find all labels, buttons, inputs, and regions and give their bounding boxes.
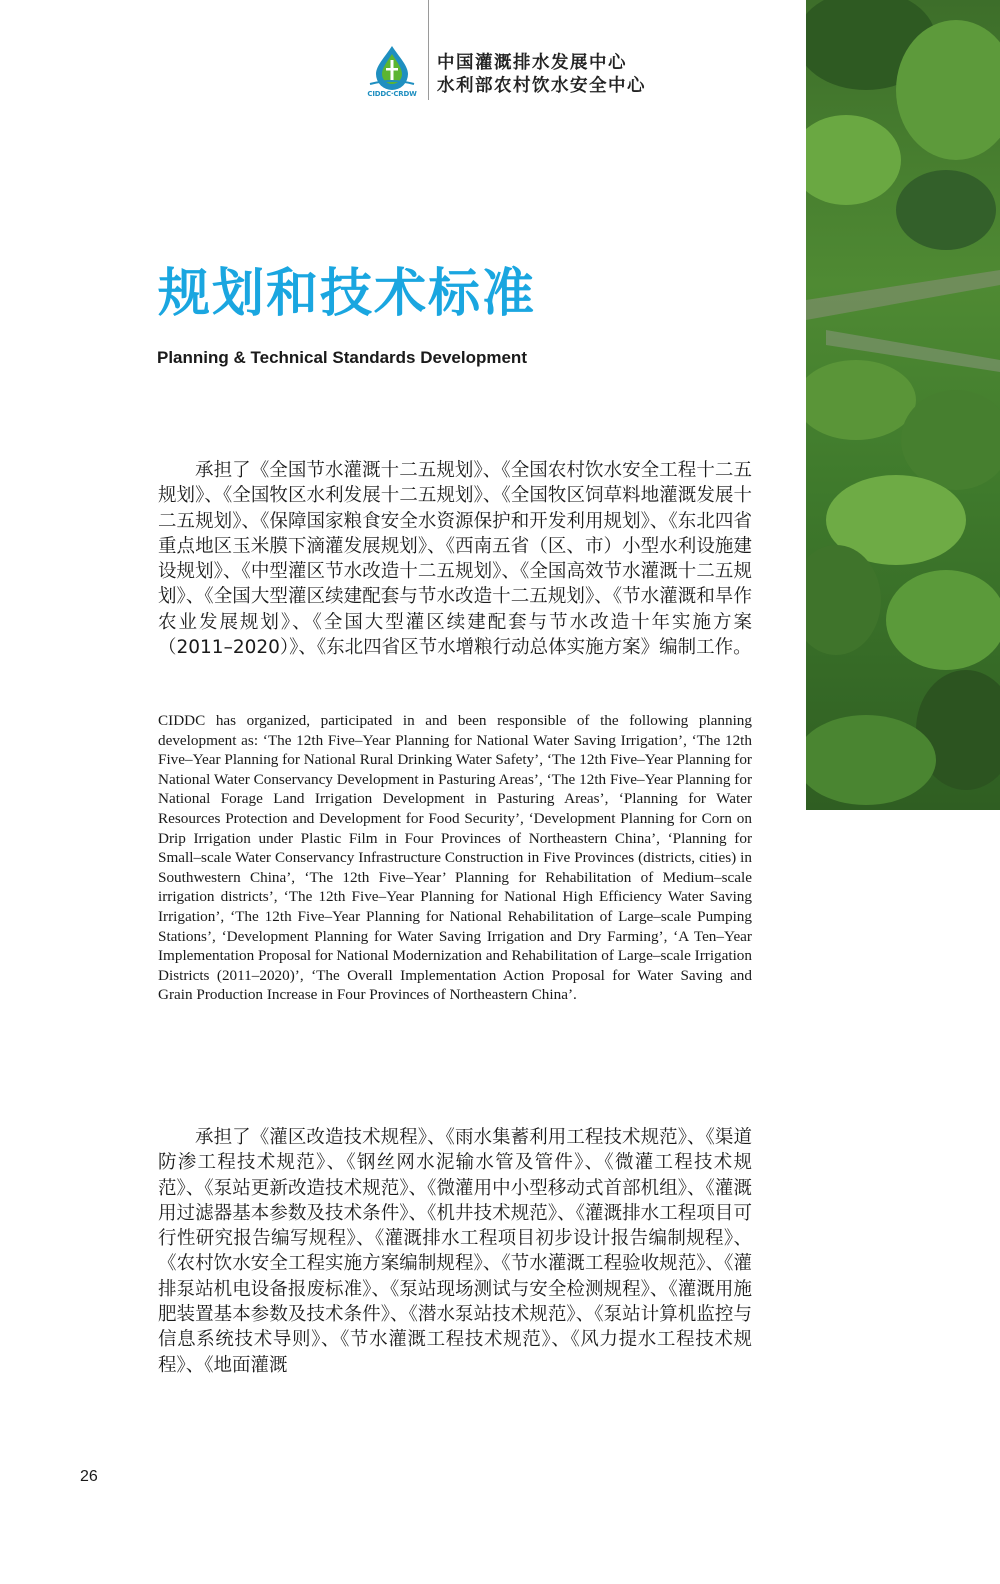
section-title-en: Planning & Technical Standards Development [157, 348, 527, 367]
planning-paragraph-cn: 承担了《全国节水灌溉十二五规划》、《全国农村饮水安全工程十二五规划》、《全国牧区水利发展十二五规划》、《全国牧区饲草料地灌溉发展十二五规划》、《保障国家粮食安全水资源保护和开发利用规划》、《东北四省重点地区玉米膜下滴灌发展规划》、《西南五省（区、市）小型水利设施建设规划》、《中型灌区节水改造十二五规划》、《全国高效节水灌溉十二五规划》、《全国大型灌区续建配套与节水改造十二五规划》、《节水灌溉和旱作农业发展规划》、《全国大型灌区续建配套与节水改造十年实施方案（2011–2020）》、《东北四省区节水增粮行动总体实施方案》编制工作。 [158, 460, 752, 659]
header-divider [428, 0, 429, 100]
logo-caption: CIDDC·CRDW [367, 90, 417, 98]
hillside-photo [806, 0, 1000, 810]
section-title-cn: 规划和技术标准 [158, 264, 537, 324]
org-name-line1: 中国灌溉排水发展中心 [437, 53, 627, 73]
org-name-line2: 水利部农村饮水安全中心 [437, 76, 646, 96]
page-number: 26 [80, 1468, 98, 1485]
planning-paragraph-en: CIDDC has organized, participated in and been responsible of the following planning development as: ‘The 12th Five–Year Planning for National Water Saving Irrigation’, ‘The 12th Five–Year Planning for National Rural Drinking Water Safety’, ‘The 12th Five–Year Planning for National Water Conservancy Development in Pasturing Areas’, ‘The 12th Five–Year Planning for National Forage Land Irrigation Development in Pasturing Areas’, ‘Planning for Water Resources Protection and Development for Food Security’, ‘Development Planning for Corn on Drip Irrigation under Plastic Film in Four Provinces of Northeastern China’, ‘Planning for Small–scale Water Conservancy Infrastructure Construction in Five Provinces (districts, cities) in Southwestern China’, ‘The 12th Five–Year’ Planning for Rehabilitation of Medium–scale irrigation districts’, ‘The 12th Five–Year Planning for National High Efficiency Water Saving Irrigation’, ‘The 12th Five–Year Planning for National Rehabilitation of Large–scale Pumping Stations’, ‘Development Planning for Water Saving Irrigation and Dry Farming’, ‘A Ten–Year Implementation Proposal for National Modernization and Rehabilitation of Large–scale Irrigation Districts (2011–2020)’, ‘The Overall Implementation Action Proposal for Water Saving and Grain Production Increase in Four Provinces of Northeastern China’. [158, 712, 752, 1004]
standards-paragraph-cn: 承担了《灌区改造技术规程》、《雨水集蓄利用工程技术规范》、《渠道防渗工程技术规范》、《钢丝网水泥输水管及管件》、《微灌工程技术规范》、《泵站更新改造技术规范》、《微灌用中小型移动式首部机组》、《灌溉用过滤器基本参数及技术条件》、《机井技术规范》、《灌溉排水工程项目可行性研究报告编写规程》、《灌溉排水工程项目初步设计报告编制规程》、《农村饮水安全工程实施方案编制规程》、《节水灌溉工程验收规范》、《灌排泵站机电设备报废标准》、《泵站现场测试与安全检测规程》、《灌溉用施肥装置基本参数及技术条件》、《潜水泵站技术规范》、《泵站计算机监控与信息系统技术导则》、《节水灌溉工程技术规范》、《风力提水工程技术规程》、《地面灌溉 [158, 1127, 752, 1376]
organization-name [437, 52, 646, 98]
